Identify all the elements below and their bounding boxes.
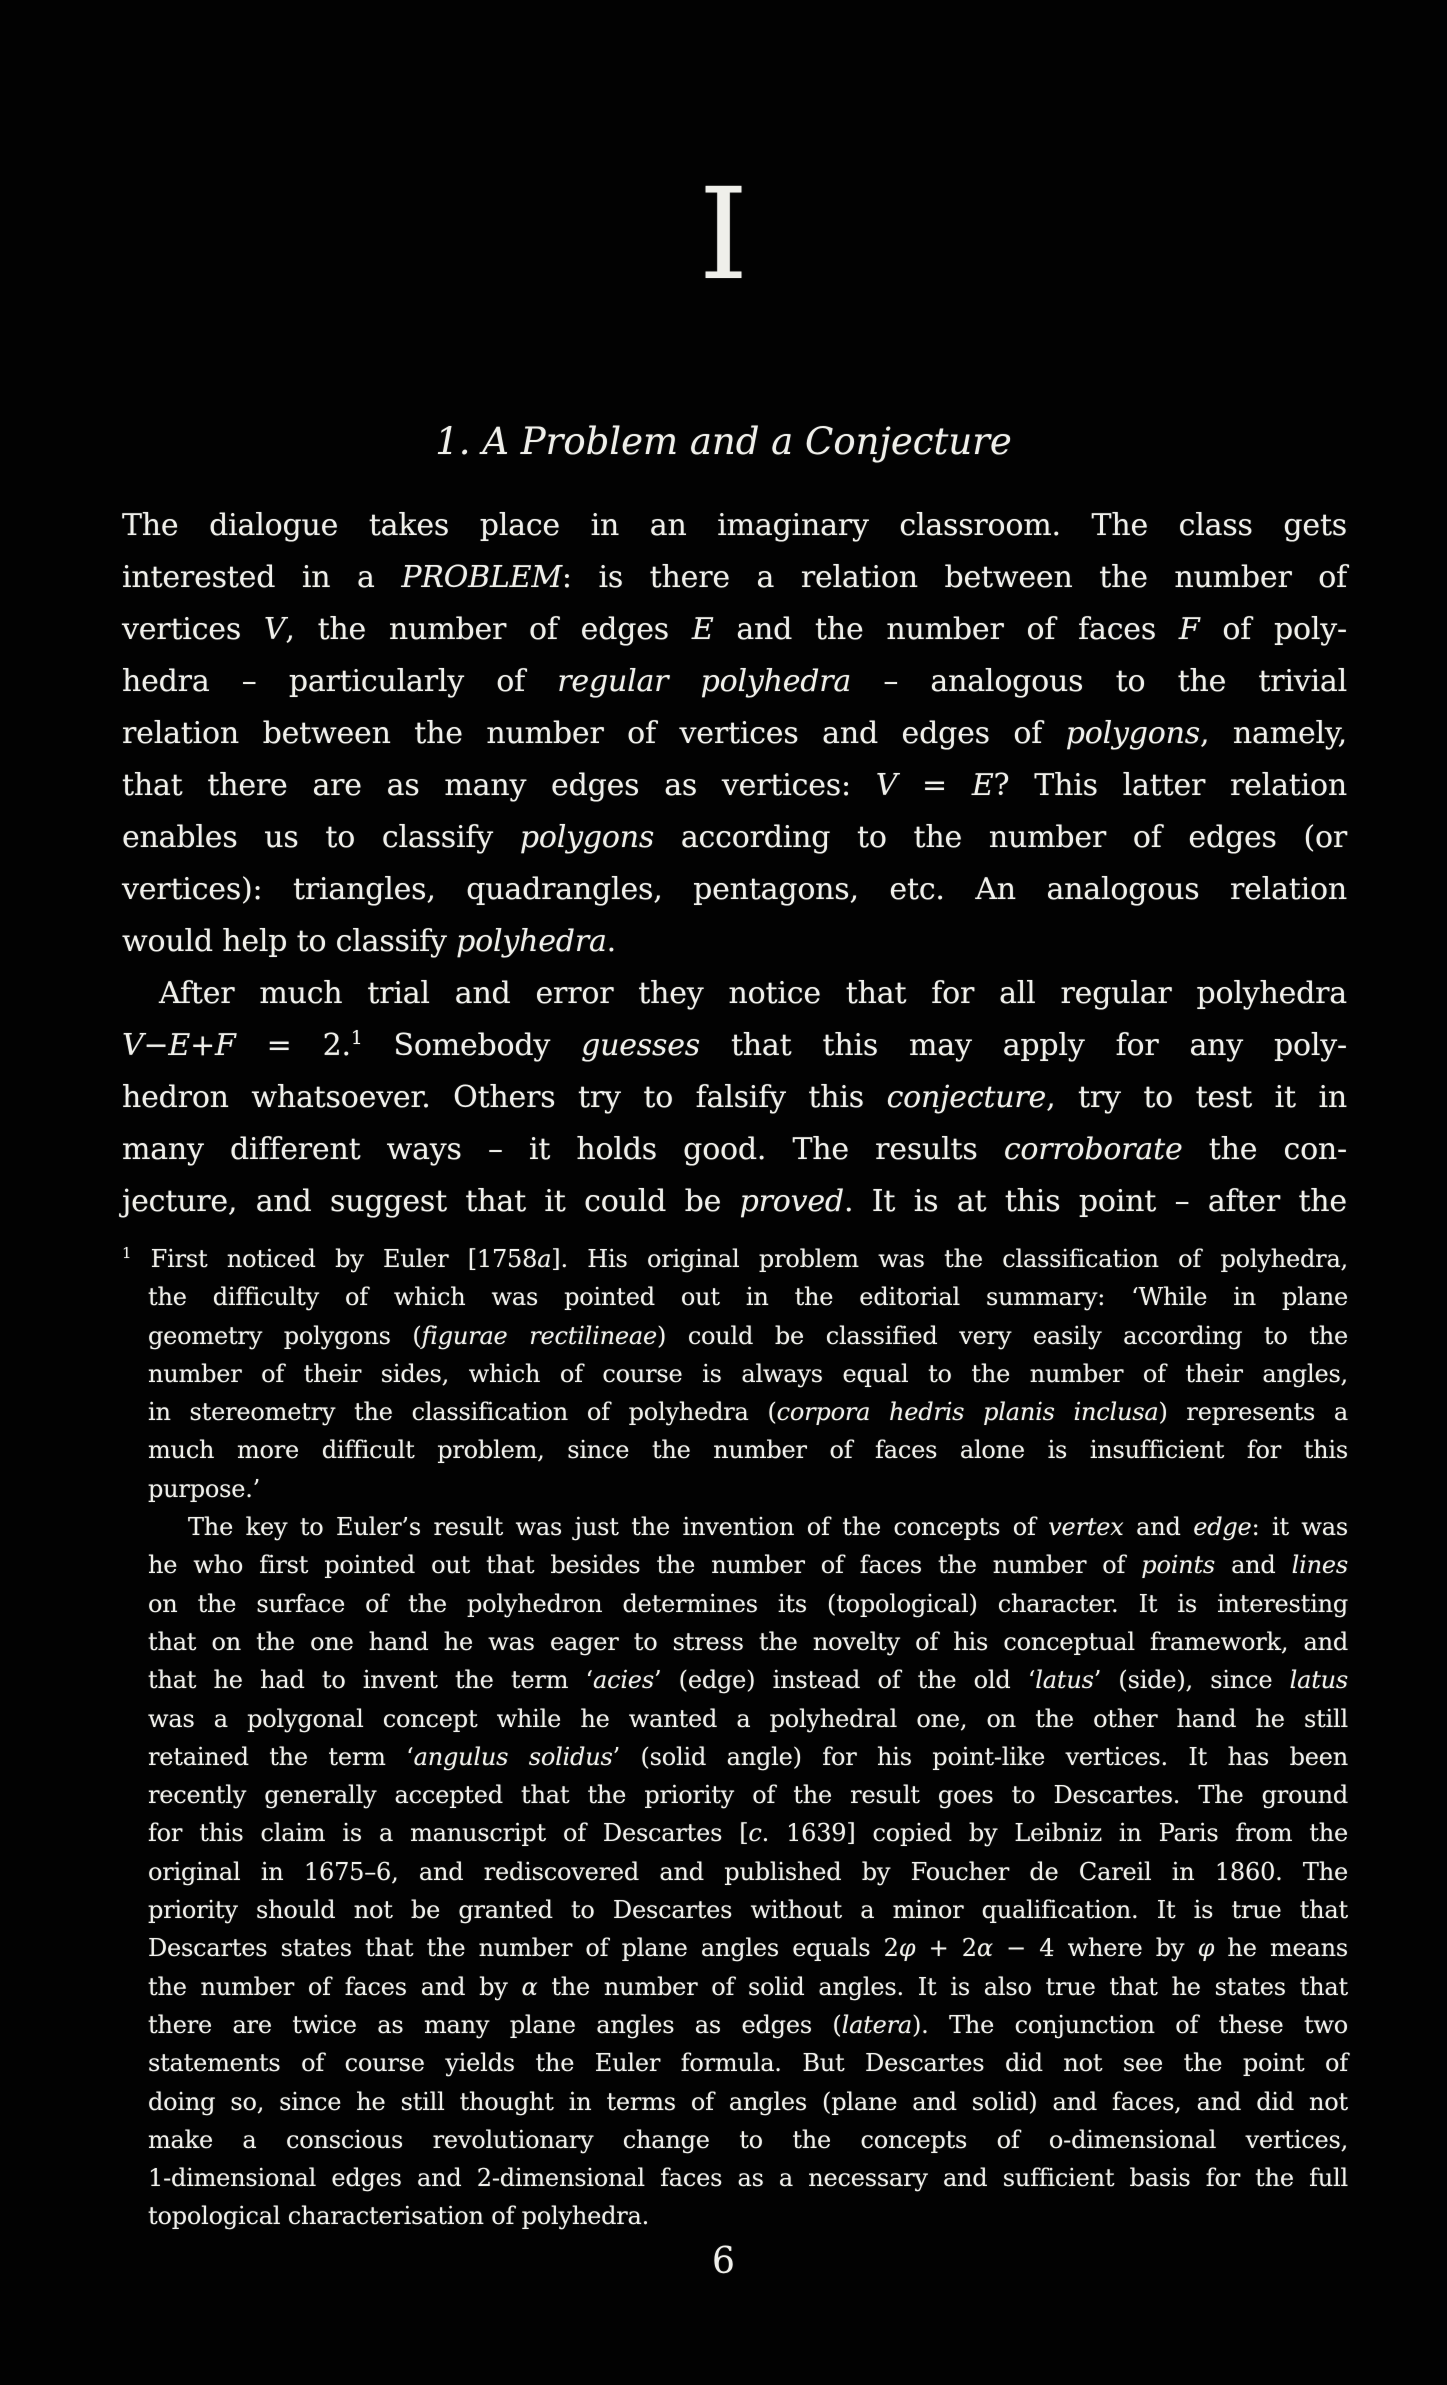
body-line	[122, 812, 1347, 864]
text-segment: ’ (side), since	[1093, 1666, 1290, 1695]
text-segment: vertex	[1048, 1513, 1124, 1542]
body-line	[122, 864, 1347, 916]
footnote-line	[148, 1891, 1348, 1929]
text-segment: E	[971, 768, 994, 803]
text-segment: ’ (edge) instead of the old ‘	[653, 1666, 1036, 1695]
footnote-line	[148, 1393, 1348, 1431]
footnote-line	[148, 1776, 1348, 1814]
text-segment: that on the one hand he was eager to stress the novelty of his conceptual framework, and	[148, 1627, 1348, 1656]
text-segment: points	[1141, 1551, 1216, 1580]
text-segment: The key to Euler’s result was just the invention of the concepts of	[188, 1513, 1049, 1542]
text-segment: on the surface of the polyhedron determines its (topological) character. It is interesting	[148, 1589, 1348, 1618]
text-segment: in stereometry the classification of polyhedra (	[148, 1398, 777, 1427]
body-line	[122, 1072, 1347, 1124]
footnote-line	[148, 2197, 1348, 2235]
footnote-line	[148, 1853, 1348, 1891]
text-segment: α	[976, 1934, 993, 1963]
text-segment: number of their sides, which of course is always equal to the number of their angles,	[148, 1359, 1348, 1388]
text-segment: hedra – particularly of	[122, 664, 558, 699]
text-segment: ) could be classified very easily according to the	[656, 1321, 1348, 1350]
footnote-line	[148, 1317, 1348, 1355]
page-number: 6	[712, 2241, 735, 2282]
text-segment: the number of faces and by	[148, 1972, 522, 2001]
footnote-line	[148, 1661, 1348, 1699]
text-segment: F	[1178, 612, 1200, 647]
text-segment: geometry polygons (	[148, 1321, 422, 1350]
text-segment: much more difficult problem, since the number of faces alone is insufficient for this	[148, 1436, 1348, 1465]
text-segment: jecture, and suggest that it could be	[122, 1184, 740, 1219]
footnote-line	[148, 1738, 1348, 1776]
body-line	[122, 604, 1347, 656]
text-segment: many different ways – it holds good. The results	[122, 1132, 1004, 1167]
text-segment: polygons	[1065, 716, 1200, 751]
text-segment: ). The conjunction of these two	[912, 2010, 1348, 2039]
chapter-numeral: I	[698, 161, 749, 308]
text-segment: the number of solid angles. It is also true that he states that	[537, 1972, 1348, 2001]
text-segment: φ	[1197, 1934, 1215, 1963]
body-line	[122, 656, 1347, 708]
text-segment: + 2	[915, 1934, 977, 1963]
text-segment: statements of course yields the Euler formula. But Descartes did not see the point of	[148, 2049, 1348, 2078]
text-segment: proved	[739, 1184, 844, 1219]
text-segment: relation between the number of vertices and edges of	[122, 716, 1066, 751]
text-segment: enables us to classify	[122, 820, 520, 855]
body-line	[122, 968, 1347, 1020]
text-segment: , try to test it in	[1046, 1080, 1347, 1115]
text-segment: acies	[592, 1666, 654, 1695]
text-segment: φ	[898, 1934, 916, 1963]
text-segment: +	[190, 1028, 216, 1063]
text-segment: latus	[1035, 1666, 1094, 1695]
footnote-line	[148, 2121, 1348, 2159]
footnote-line	[148, 1508, 1348, 1546]
text-segment: vertices): triangles, quadrangles, pentagons, etc. An analogous relation	[122, 872, 1347, 907]
text-segment: . 1639] copied by Leibniz in Paris from the	[761, 1819, 1348, 1848]
body-line	[122, 708, 1347, 760]
footnote-line	[148, 1355, 1348, 1393]
body-line	[122, 1020, 1347, 1072]
text-segment: vertices	[122, 612, 264, 647]
footnote-line	[148, 1623, 1348, 1661]
body-line	[122, 1176, 1347, 1228]
text-segment: Somebody	[362, 1028, 582, 1063]
footnote-line	[148, 2006, 1348, 2044]
text-segment: ) represents a	[1158, 1398, 1348, 1427]
text-segment: E	[168, 1028, 191, 1063]
body-line	[122, 916, 1347, 968]
text-segment: edge	[1193, 1513, 1252, 1542]
text-segment: guesses	[581, 1028, 700, 1063]
text-segment: priority should not be granted to Descartes without a minor qualification. It is true that	[148, 1896, 1348, 1925]
text-segment: original in 1675–6, and rediscovered and published by Foucher de Careil in 1860. The	[148, 1857, 1348, 1886]
text-segment: : is there a relation between the number of	[561, 560, 1347, 595]
text-segment: V	[263, 612, 286, 647]
footnote-marker: 1	[350, 1028, 363, 1049]
text-segment: purpose.’	[148, 1474, 261, 1503]
footnote-line	[148, 1431, 1348, 1469]
body-line	[122, 760, 1347, 812]
body-line	[122, 1124, 1347, 1176]
text-segment: there are twice as many plane angles as edges (	[148, 2010, 842, 2039]
footnote-line	[122, 1240, 1348, 1278]
text-segment: figurae rectilineae	[421, 1321, 657, 1350]
text-segment: polygons	[519, 820, 655, 855]
footnote-line	[148, 2159, 1348, 2197]
text-segment: was a polygonal concept while he wanted a polyhedral one, on the other hand he still	[148, 1704, 1348, 1733]
text-segment: ? This latter relation	[993, 768, 1347, 803]
text-segment: would help to classify	[122, 924, 457, 959]
text-segment: = 2.	[235, 1028, 351, 1063]
text-segment: the con-	[1182, 1132, 1347, 1167]
text-segment: : it was	[1251, 1513, 1348, 1542]
footnote-line	[148, 2044, 1348, 2082]
text-segment: V	[875, 768, 898, 803]
text-segment: 1-dimensional edges and 2-dimensional faces as a necessary and sufficient basis for the full	[148, 2164, 1348, 2193]
footnote-line	[148, 1968, 1348, 2006]
text-segment: make a conscious revolutionary change to the concepts of o-dimensional vertices,	[148, 2125, 1348, 2154]
footnote-line	[148, 1278, 1348, 1316]
text-segment: – analogous to the trivial	[851, 664, 1347, 699]
text-segment: recently generally accepted that the priority of the result goes to Descartes. The ground	[148, 1781, 1348, 1810]
footnote-line	[148, 1470, 1348, 1508]
text-segment: and the number of faces	[713, 612, 1179, 647]
text-segment: and	[1215, 1551, 1292, 1580]
text-segment: , the number of edges	[285, 612, 692, 647]
text-segment: corroborate	[1003, 1132, 1183, 1167]
text-segment: that this may apply for any poly-	[699, 1028, 1347, 1063]
text-segment: he means	[1214, 1934, 1349, 1963]
text-segment: Descartes states that the number of plane angles equals 2	[148, 1934, 899, 1963]
text-segment: ]. His original problem was the classification of polyhedra,	[551, 1245, 1348, 1273]
text-segment: according to the number of edges (or	[654, 820, 1347, 855]
text-segment: The dialogue takes place in an imaginary classroom. The class gets	[122, 508, 1347, 543]
text-segment: topological characterisation of polyhedra.	[148, 2202, 650, 2231]
footnote-line	[148, 1585, 1348, 1623]
text-segment: doing so, since he still thought in terms of angles (plane and solid) and faces, and did not	[148, 2087, 1348, 2116]
text-segment: latus	[1289, 1666, 1349, 1695]
text-segment: corpora hedris planis inclusa	[776, 1398, 1159, 1427]
text-segment: PROBLEM	[401, 560, 562, 595]
text-segment: conjecture	[886, 1080, 1047, 1115]
text-segment: .	[606, 924, 616, 959]
text-segment: he who first pointed out that besides the number of faces the number of	[148, 1551, 1142, 1580]
footnote-line	[148, 1929, 1348, 1967]
text-segment: c	[748, 1819, 762, 1848]
text-segment: polyhedra	[456, 924, 607, 959]
text-segment: and	[1123, 1513, 1194, 1542]
text-segment: E	[691, 612, 714, 647]
text-segment: − 4 where by	[992, 1934, 1198, 1963]
section-heading: 1. A Problem and a Conjecture	[435, 420, 1012, 463]
text-segment: −	[143, 1028, 169, 1063]
text-segment: After much trial and error they notice that for all regular polyhedra	[159, 976, 1347, 1011]
text-segment: a	[537, 1245, 552, 1273]
text-segment: ’ (solid angle) for his point-like vertices. It has been	[612, 1742, 1348, 1771]
footnote-line	[148, 1700, 1348, 1738]
footnote-line	[148, 1814, 1348, 1852]
text-segment: V	[122, 1028, 144, 1063]
text-segment: , namely,	[1199, 716, 1348, 751]
text-segment: . It is at this point – after the	[843, 1184, 1347, 1219]
text-segment: α	[521, 1972, 538, 2001]
footnote-marker: 1	[122, 1244, 132, 1262]
text-segment: hedron whatsoever. Others try to falsify this	[122, 1080, 887, 1115]
text-segment: of poly-	[1199, 612, 1347, 647]
body-text	[122, 500, 1347, 1228]
text-segment: lines	[1291, 1551, 1348, 1580]
text-segment: retained the term ‘	[148, 1742, 414, 1771]
body-line	[122, 552, 1347, 604]
footnote-line	[148, 1546, 1348, 1584]
text-segment: for this claim is a manuscript of Descartes [	[148, 1819, 749, 1848]
text-segment: interested in a	[122, 560, 402, 595]
footnote-line	[148, 2083, 1348, 2121]
text-segment: latera	[841, 2010, 913, 2039]
text-segment: the difficulty of which was pointed out in the editorial summary: ‘While in plane	[148, 1283, 1348, 1312]
text-segment: that there are as many edges as vertices:	[122, 768, 876, 803]
body-line	[122, 500, 1347, 552]
text-segment: that he had to invent the term ‘	[148, 1666, 593, 1695]
text-segment: F	[215, 1028, 236, 1063]
footnote	[122, 1240, 1348, 2236]
text-segment: First noticed by Euler [1758	[131, 1245, 538, 1273]
text-segment: angulus solidus	[413, 1742, 613, 1771]
text-segment: regular polyhedra	[557, 664, 852, 699]
text-segment: =	[897, 768, 972, 803]
